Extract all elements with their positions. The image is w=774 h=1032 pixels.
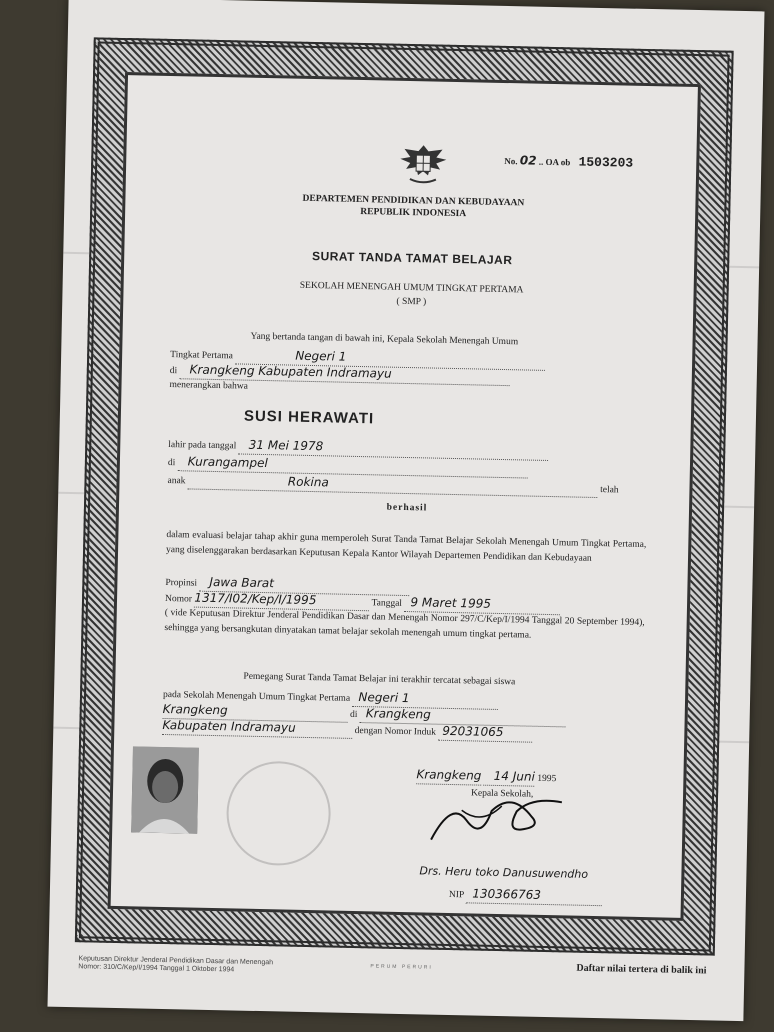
certificate-content [162, 116, 655, 902]
menerangkan-line: menerangkan bahwa [169, 380, 248, 392]
berhasil-label: berhasil [386, 502, 428, 514]
headmaster-signature [421, 779, 573, 857]
evaluation-paragraph: dalam evaluasi belajar tahap akhir guna memperoleh Surat Tanda Tamat Belajar Sekolah Menengah Umum Tingkat Pertama, yang diselenggarakan berdasarkan Keputusan Kepala Kantor Wilayah Departemen Pendidikan dan Kebudayaan [165, 529, 647, 564]
certificate-number: No. 02 .. OA ob 1503203 [504, 153, 634, 171]
headmaster-name: Drs. Heru toko Danusuwendho [419, 864, 589, 881]
garuda-emblem-icon [396, 141, 451, 190]
province-line: Propinsi Jawa Barat [165, 572, 645, 601]
induk-line: Kabupaten Indramayu dengan Nomor Induk 92031065 [162, 716, 642, 745]
department-heading: DEPARTEMEN PENDIDIKAN DAN KEBUDAYAAN REPUBLIK INDONESIA [302, 193, 525, 220]
student-name: SUSI HERAWATI [243, 407, 375, 428]
last-school-line: pada Sekolah Menengah Umum Tingkat Pertama Negeri 1 [163, 684, 643, 713]
holder-line: Pemegang Surat Tanda Tamat Belajar ini terakhir tercatat sebagai siswa [243, 671, 516, 688]
certificate-title: SURAT TANDA TAMAT BELAJAR [311, 248, 513, 268]
student-photo [131, 746, 199, 833]
nip-line: NIP 130366763 [159, 878, 639, 907]
intro-line: Yang bertanda tangan di bawah ini, Kepala Sekolah Menengah Umum [250, 331, 519, 348]
certificate-sheet [48, 0, 765, 1021]
sign-date-line: Krangkeng 14 Juni 1995 [161, 760, 641, 789]
headmaster-title: Kepala Sekolah, [470, 788, 534, 800]
school-type-heading: SEKOLAH MENENGAH UMUM TINGKAT PERTAMA ( SMP ) [299, 280, 524, 308]
school-location-line: di Krangkeng Kabupaten Indramayu [170, 360, 650, 389]
vide-paragraph: ( vide Keputusan Direktur Jenderal Pendidikan Dasar dan Menengah Nomor 297/C/Kep/I/1994 Tanggal 20 September 1994), sehingga yang bersangkutan dinyatakan tamat belajar sekolah menengah umum tingkat pertama. [164, 607, 645, 641]
parent-line: anak Rokina telah [167, 470, 647, 499]
birth-date-line: lahir pada tanggal 31 Mei 1978 [168, 434, 648, 463]
birth-place-line: di Kurangampel [168, 452, 648, 481]
decree-number-line: Nomor 1317/I02/Kep/I/1995 Tanggal 9 Maret 1995 [165, 588, 645, 617]
footer-printer: PERUM PERURI [370, 963, 433, 971]
footer-note: Daftar nilai tertera di balik ini [576, 962, 707, 977]
school-name-line: Tingkat Pertama Negeri 1 [170, 344, 650, 373]
last-location-line: Krangkeng di Krangkeng [163, 700, 643, 729]
footer-decree: Keputusan Direktur Jenderal Pendidikan Dasar dan Menengah Nomor: 310/C/Kep/I/1994 Tanggal 1 Oktober 1994 [78, 955, 274, 974]
